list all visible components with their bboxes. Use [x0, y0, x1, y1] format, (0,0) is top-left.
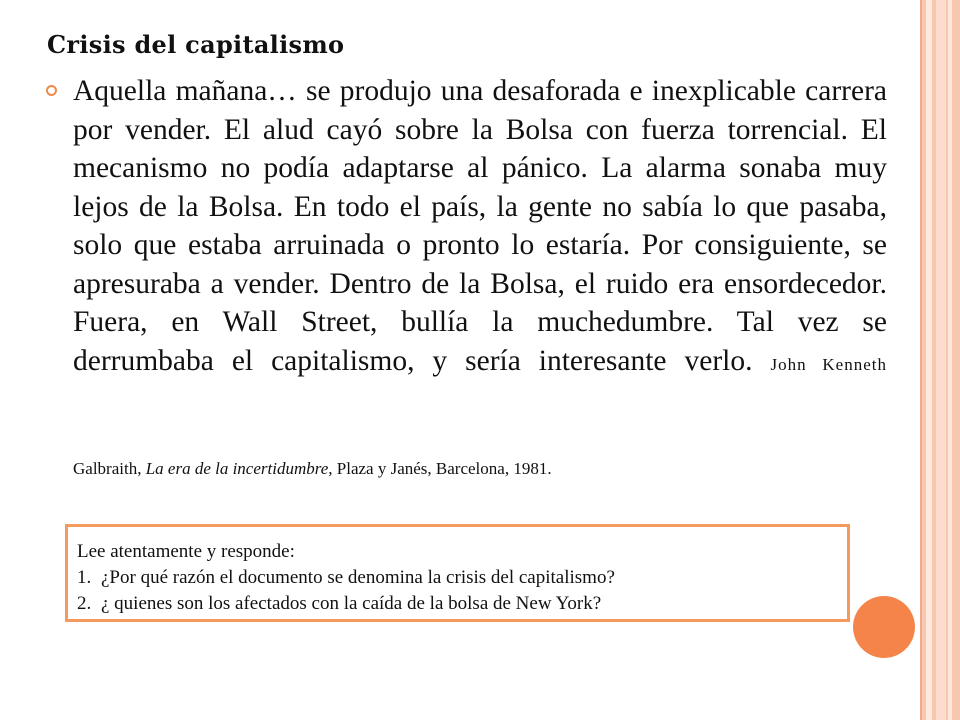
- questions-list: [77, 565, 841, 617]
- decorative-stripe: [948, 0, 952, 720]
- citation: [73, 458, 552, 480]
- slide-title: Crisis del capitalismo: [47, 30, 345, 59]
- author-first-name: John Kenneth: [770, 354, 887, 374]
- decorative-stripe: [936, 0, 946, 720]
- questions-box: [65, 524, 850, 622]
- question-number: 1.: [77, 567, 92, 588]
- publisher-info: Plaza y Janés, Barcelona, 1981.: [336, 459, 552, 478]
- decorative-stripe: [926, 0, 932, 720]
- bullet-circle-icon: [46, 85, 57, 96]
- question-number: 2.: [77, 593, 92, 614]
- question-text: ¿ quienes son los afectados con la caída de la bolsa de New York?: [101, 593, 602, 614]
- author-last-name: Galbraith,: [73, 459, 142, 478]
- book-title: La era de la incertidumbre,: [145, 459, 333, 478]
- questions-intro: Lee atentamente y responde:: [77, 541, 295, 562]
- quote-paragraph: [73, 72, 887, 384]
- decorative-circle: [853, 596, 915, 658]
- question-text: ¿Por qué razón el documento se denomina la crisis del capitalismo?: [101, 567, 615, 588]
- question-item: [77, 591, 841, 617]
- question-item: [77, 565, 841, 591]
- quote-text: Aquella mañana… se produjo una desaforada e inexplicable carrera por vender. El alud cayó sobre la Bolsa con fuerza torrencial. El mecanismo no podía adaptarse al pánico. La alarma sonaba muy lejos de la Bolsa. En todo el país, la gente no sabía lo que pasaba, solo que estaba arruinada o pronto lo estaría. Por consiguiente, se apresuraba a vender. Dentro de la Bolsa, el ruido era ensordecedor. Fuera, en Wall Street, bullía la muchedumbre. Tal vez se derrumbaba el capitalismo, y sería interesante verlo.: [73, 75, 887, 377]
